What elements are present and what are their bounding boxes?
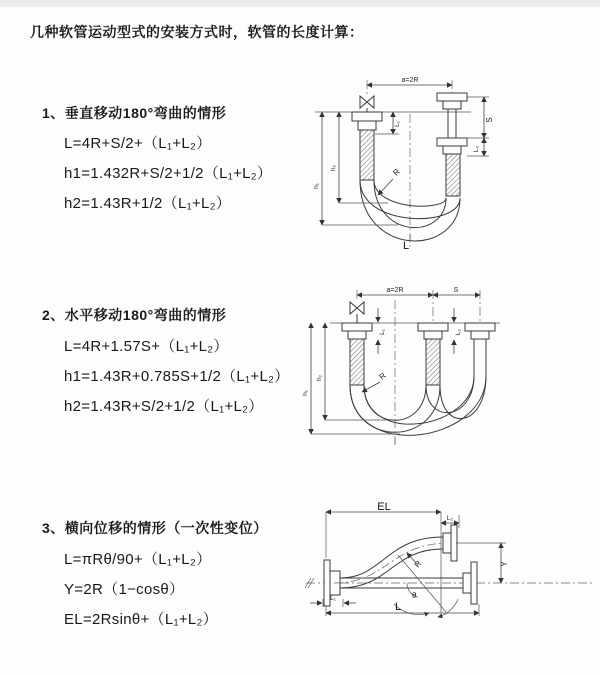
left-pipe-assembly	[342, 323, 372, 385]
dim-label-theta: θ	[412, 591, 417, 600]
valve-icon	[360, 96, 374, 112]
middle-pipe-assembly	[418, 323, 448, 385]
section1-heading: 1、垂直移动180°弯曲的情形	[42, 105, 227, 121]
section3-formula-EL: EL=2Rsinθ+（L₁+L₂）	[64, 611, 218, 628]
section1-formula-L: L=4R+S/2+（L₁+L₂）	[64, 135, 212, 152]
dimension-a2r	[367, 77, 452, 85]
section2-formula-h2: h2=1.43R+S/2+1/2（L₁+L₂）	[64, 398, 264, 415]
left-pipe-assembly	[352, 112, 382, 180]
centerline	[305, 578, 593, 588]
right-pipe-assembly	[465, 323, 495, 376]
dim-label-h1: h₁	[313, 183, 320, 189]
hose-braid	[446, 154, 460, 196]
dim-label-l2: L₂	[455, 328, 462, 336]
radius-leader	[378, 167, 402, 195]
dimension-s	[467, 97, 494, 138]
section3-formula-L: L=πRθ/90+（L₁+L₂）	[64, 551, 212, 568]
dim-label-L: L	[402, 240, 410, 252]
right-pipe-assembly	[437, 93, 467, 196]
dim-label-h2: h₂	[330, 164, 337, 172]
dim-label-l2: L₂	[473, 145, 480, 153]
hose-braid	[360, 130, 374, 180]
dim-label-h2: h₂	[316, 374, 323, 382]
dimension-l2	[467, 138, 489, 156]
dim-label-y: Y	[500, 561, 509, 567]
section3-formula-Y: Y=2R（1−cosθ）	[64, 581, 185, 598]
section2-heading: 2、水平移动180°弯曲的情形	[42, 307, 227, 323]
dim-label-s: S	[485, 117, 494, 123]
section1-formula-h1: h1=1.432R+S/2+1/2（L₁+L₂）	[64, 165, 273, 182]
section1-formula-h2: h2=1.43R+1/2（L₁+L₂）	[64, 195, 232, 212]
dim-label-l1: L₁	[379, 329, 386, 335]
radius-leader	[407, 553, 423, 569]
centerlines	[367, 80, 452, 248]
construction-lines	[394, 555, 458, 617]
dimension-l2	[454, 308, 462, 354]
dim-label-r: R	[377, 370, 388, 382]
dim-label-s: S	[453, 287, 459, 294]
dim-label-r: R	[391, 166, 402, 178]
dim-label-l2: L₂	[446, 515, 454, 522]
dim-label-l1: L₁	[330, 595, 336, 602]
section2-formula-L: L=4R+1.57S+（L₁+L₂）	[64, 338, 229, 355]
dim-label-a2r: a=2R	[386, 287, 404, 294]
dimension-a2r	[357, 287, 433, 295]
dimension-l1	[310, 595, 356, 607]
section3-heading: 3、横向位移的情形（一次性变位）	[42, 520, 268, 536]
diagram-vertical-180-bend	[303, 66, 600, 261]
dim-label-l1: L₁	[394, 121, 401, 127]
section2-formula-h1: h1=1.43R+0.785S+1/2（L₁+L₂）	[64, 368, 290, 385]
dim-label-r: R	[412, 559, 424, 570]
diagram-horizontal-180-bend	[300, 278, 600, 463]
dim-label-L: L	[394, 601, 402, 613]
displaced-hose	[334, 525, 457, 588]
page-title: 几种软管运动型式的安装方式时，软管的长度计算：	[30, 24, 364, 40]
radius-leader	[362, 371, 388, 392]
dimension-el	[326, 501, 441, 613]
dimension-s	[433, 287, 480, 295]
centerlines	[357, 290, 480, 448]
valve-icon	[350, 302, 364, 323]
dim-label-el: EL	[377, 501, 391, 513]
dimension-h1	[313, 112, 398, 225]
diagram-lateral-displacement	[298, 500, 600, 655]
dim-label-a2r: a=2R	[401, 77, 419, 84]
dimension-l1	[378, 308, 386, 354]
hose-braid	[426, 339, 440, 385]
dim-label-h1: h₁	[302, 390, 309, 396]
page-top-edge	[0, 0, 600, 7]
hose-braid	[350, 339, 364, 385]
